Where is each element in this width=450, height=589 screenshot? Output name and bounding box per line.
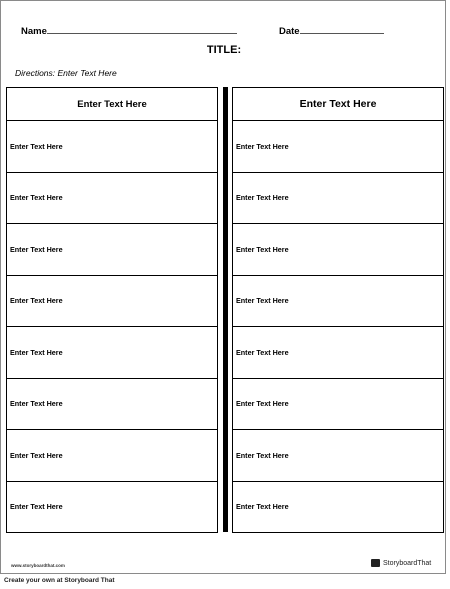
brand-name: StoryboardThat <box>383 559 432 567</box>
table-cell: Enter Text Here <box>6 173 218 225</box>
name-line <box>47 33 237 34</box>
table-cell: Enter Text Here <box>232 224 444 276</box>
table-cell: Enter Text Here <box>6 224 218 276</box>
create-caption[interactable]: Create your own at Storyboard That <box>4 577 115 584</box>
table-cell: Enter Text Here <box>232 121 444 173</box>
footer-url: www.storyboardthat.com <box>11 563 65 568</box>
table-cell: Enter Text Here <box>6 276 218 328</box>
date-label: Date <box>279 26 300 37</box>
table-cell: Enter Text Here <box>6 379 218 431</box>
column-divider <box>223 87 228 532</box>
table-cell: Enter Text Here <box>232 327 444 379</box>
date-line <box>300 33 384 34</box>
table-cell: Enter Text Here <box>6 121 218 173</box>
page-title: TITLE: <box>206 44 242 56</box>
table-cell: Enter Text Here <box>6 482 218 534</box>
table-cell: Enter Text Here <box>232 482 444 534</box>
storyboard-logo-icon <box>371 559 380 567</box>
table-cell: Enter Text Here <box>232 276 444 328</box>
table-cell: Enter Text Here <box>232 430 444 482</box>
left-column <box>6 87 218 533</box>
table-cell: Enter Text Here <box>232 379 444 431</box>
column-heading: Enter Text Here <box>232 87 444 121</box>
directions-text: Directions: Enter Text Here <box>15 68 117 78</box>
table-cell: Enter Text Here <box>6 430 218 482</box>
column-heading: Enter Text Here <box>6 87 218 121</box>
name-label: Name <box>21 26 47 37</box>
right-column <box>232 87 444 533</box>
table-cell: Enter Text Here <box>6 327 218 379</box>
storyboardthat-logo <box>371 559 431 567</box>
table-cell: Enter Text Here <box>232 173 444 225</box>
